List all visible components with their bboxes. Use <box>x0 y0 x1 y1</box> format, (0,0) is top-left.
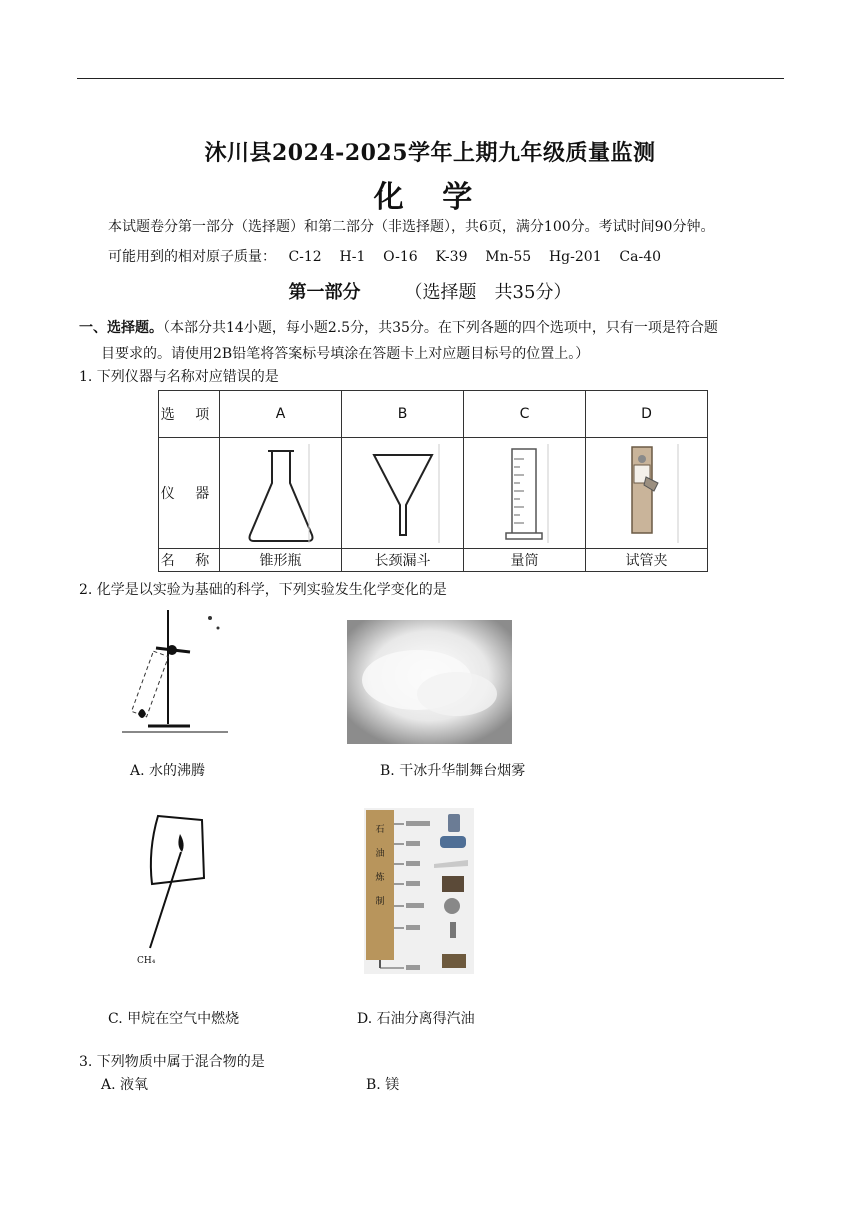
q2-image-a <box>120 604 230 736</box>
q1-table <box>158 390 708 572</box>
q2-image-b <box>347 620 512 744</box>
section1-heading: 一、选择题。 <box>79 320 163 336</box>
refinery-column-labels <box>372 818 388 914</box>
q2-image-c <box>130 810 214 970</box>
instrument-d-cell <box>586 438 708 549</box>
name-b: 长颈漏斗 <box>342 549 464 572</box>
exam-intro: 本试题卷分第一部分（选择题）和第二部分（非选择题），共6页，满分100分。考试时间90分钟。 <box>108 219 715 235</box>
section1-instruction-2: 目要求的。请使用2B铅笔将答案标号填涂在答题卡上对应题目标号的位置上。） <box>101 346 590 362</box>
instrument-c-cell <box>464 438 586 549</box>
row-label-instrument: 仪 器 <box>159 438 220 549</box>
part1-title: 第一部分 <box>288 282 361 303</box>
option-d: D <box>586 391 708 438</box>
option-b: B <box>342 391 464 438</box>
q2-stem: 2. 化学是以实验为基础的科学，下列实验发生化学变化的是 <box>79 582 447 598</box>
q3-option-a: A. 液氧 <box>101 1077 149 1093</box>
funnel-icon <box>342 439 463 547</box>
instrument-b-cell <box>342 438 464 549</box>
row-label-name: 名 称 <box>159 549 220 572</box>
q1-stem: 1. 下列仪器与名称对应错误的是 <box>79 369 279 385</box>
methane-burning-icon <box>130 810 214 970</box>
methane-label: CH₄ <box>137 956 156 966</box>
instrument-a-cell <box>220 438 342 549</box>
atomic-mass-label: 可能用到的相对原子质量： <box>108 249 276 265</box>
refinery-label-4: 制 <box>375 897 385 907</box>
q2-caption-c: C. 甲烷在空气中燃烧 <box>108 1011 240 1027</box>
q2-caption-a: A. 水的沸腾 <box>130 763 206 779</box>
header-rule <box>77 78 784 79</box>
atomic-mass-line <box>108 247 661 267</box>
boiling-water-apparatus-icon <box>120 604 230 736</box>
option-a: A <box>220 391 342 438</box>
q2-caption-b: B. 干冰升华制舞台烟雾 <box>380 763 526 779</box>
name-c: 量筒 <box>464 549 586 572</box>
option-c: C <box>464 391 586 438</box>
part1-subtitle: （选择题 共35分） <box>404 282 572 303</box>
refinery-label-3: 炼 <box>375 873 385 883</box>
exam-title: 沐川县2024-2025学年上期九年级质量监测 <box>204 140 656 166</box>
subject-title: 化 学 <box>373 180 487 215</box>
test-tube-clamp-icon <box>586 439 702 547</box>
conical-flask-icon <box>220 439 341 547</box>
q3-option-b: B. 镁 <box>366 1077 400 1093</box>
row-label-option: 选 项 <box>159 391 220 438</box>
refinery-label-2: 油 <box>375 849 385 859</box>
part1-heading <box>0 278 860 304</box>
q2-caption-d: D. 石油分离得汽油 <box>357 1011 475 1027</box>
section1-line1 <box>79 318 718 338</box>
q2-image-d <box>364 808 474 974</box>
section1-instruction-1: （本部分共14小题，每小题2.5分，共35分。在下列各题的四个选项中，只有一项是符合题 <box>163 320 718 336</box>
graduated-cylinder-icon <box>464 439 585 547</box>
name-a: 锥形瓶 <box>220 549 342 572</box>
dry-ice-fog-icon <box>347 620 512 744</box>
name-d: 试管夹 <box>586 549 708 572</box>
atomic-mass-values: C-12 H-1 O-16 K-39 Mn-55 Hg-201 Ca-40 <box>288 249 662 265</box>
refinery-label-1: 石 <box>375 825 385 835</box>
q3-stem: 3. 下列物质中属于混合物的是 <box>79 1054 265 1070</box>
